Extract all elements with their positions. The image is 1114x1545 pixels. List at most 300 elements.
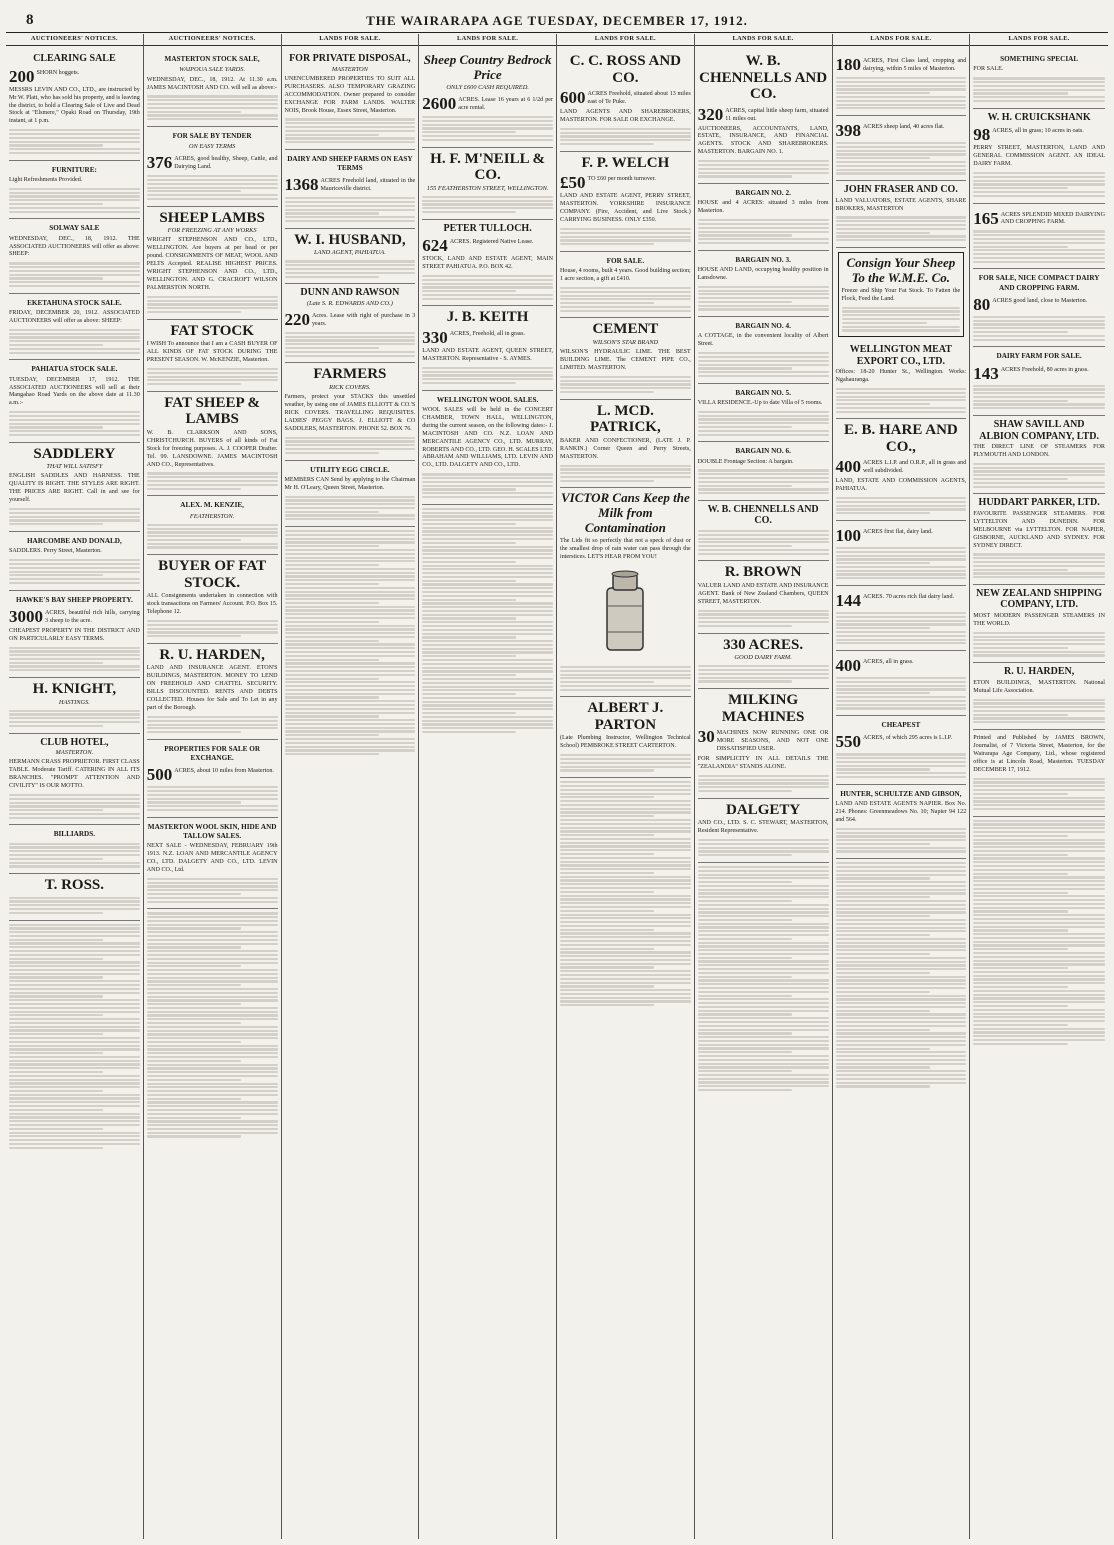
text-line	[422, 367, 553, 369]
text-line	[147, 539, 241, 541]
ad-heading: BARGAIN NO. 4.	[735, 322, 791, 331]
text-filler	[422, 196, 553, 213]
text-line	[973, 956, 1105, 958]
text-line	[698, 1044, 829, 1046]
text-line	[9, 965, 140, 967]
text-line	[9, 969, 140, 971]
text-line	[698, 979, 829, 981]
property-lot	[147, 766, 278, 783]
text-filler	[560, 376, 691, 393]
text-line	[147, 950, 278, 952]
advertisement	[973, 204, 1105, 270]
text-line	[560, 472, 691, 474]
text-line	[836, 1006, 967, 1008]
ad-heading: JOHN FRASER AND CO.	[843, 184, 958, 196]
text-line	[836, 885, 967, 887]
column-header: LANDS FOR SALE.	[419, 34, 556, 46]
ad-body: Farmers, protect your STACKS this unsettled weather, by using one of JAMES ELLIOTT & CO.'S RICK COVERS. TRAVELLING REQUISITES. LADIES' PEGGY BAGS. J. ELLIOTT & CO SADDLERS, MASTERTON. PHONE 52. BOX 76.	[284, 393, 416, 432]
text-line	[422, 655, 516, 657]
text-line	[836, 1070, 967, 1072]
text-line	[9, 266, 140, 268]
text-line	[836, 688, 967, 690]
text-line	[9, 516, 140, 518]
text-line	[560, 966, 654, 968]
ad-body: W. B. CLARKSON AND SONS, CHRISTCHURCH. BUYERS of all kinds of Fat Stock for freezing purposes. A. J. COOPER Drafter. Tel. 99. LANSDOWNE. JAMES MACINTOSH AND CO., Representatives.	[146, 429, 278, 468]
text-line	[285, 134, 379, 136]
text-line	[698, 1036, 829, 1038]
ad-heading: BARGAIN NO. 5.	[735, 388, 791, 397]
text-line	[422, 701, 553, 703]
text-line	[973, 335, 1105, 337]
text-line	[422, 519, 553, 521]
text-line	[560, 476, 691, 478]
text-line	[285, 696, 379, 698]
text-line	[836, 681, 967, 683]
text-line	[560, 974, 691, 976]
text-line	[9, 152, 140, 154]
advertisement	[422, 391, 553, 505]
text-line	[973, 234, 1105, 236]
text-line	[560, 291, 691, 293]
text-line	[285, 564, 379, 566]
advertisement	[698, 384, 829, 443]
text-line	[147, 1124, 278, 1126]
text-line	[560, 128, 691, 130]
text-line	[285, 499, 416, 501]
text-line	[147, 631, 278, 633]
text-line	[836, 930, 967, 932]
text-line	[422, 286, 553, 288]
text-line	[973, 899, 1105, 901]
ad-subheading: GOOD DAIRY FARM.	[734, 654, 792, 662]
property-lot	[560, 174, 691, 191]
text-line	[147, 1018, 278, 1020]
text-line	[147, 920, 278, 922]
text-line	[285, 613, 416, 615]
text-line	[147, 190, 241, 192]
property-lot	[422, 329, 553, 346]
ad-body: SADDLERS. Perry Street, Masterton.	[9, 548, 102, 555]
text-line	[698, 843, 829, 845]
text-line	[147, 927, 241, 929]
text-line	[560, 887, 691, 889]
text-line	[836, 772, 967, 774]
text-line	[285, 260, 416, 262]
advertisement	[698, 689, 829, 799]
advertisement	[285, 363, 416, 460]
advertisement	[838, 252, 965, 337]
ad-heading: R. U. HARDEN,	[1003, 666, 1075, 678]
text-line	[973, 249, 1105, 251]
text-filler	[147, 878, 278, 903]
text-line	[842, 310, 961, 312]
ad-heading: DUNN AND RAWSON	[300, 287, 400, 299]
text-line	[836, 616, 967, 618]
text-line	[836, 512, 930, 514]
text-line	[836, 1002, 967, 1004]
text-line	[9, 1124, 140, 1126]
text-line	[698, 617, 829, 619]
text-filler	[9, 559, 140, 584]
text-line	[285, 640, 379, 642]
text-line	[9, 843, 140, 845]
text-line	[836, 88, 967, 90]
ad-heading: W. B. CHENNELLS AND CO.	[707, 503, 819, 527]
text-line	[9, 1075, 140, 1077]
text-line	[9, 1135, 140, 1137]
property-lot	[836, 458, 967, 476]
ad-body: DOUBLE Frontage Section: A bargain.	[697, 458, 794, 465]
lot-number: 98	[973, 125, 991, 145]
text-line	[698, 945, 829, 947]
property-lot	[9, 608, 140, 626]
text-line	[9, 1052, 103, 1054]
lot-description: ACRES, good healthy, Sheep, Cattle, and Dairying Land.	[174, 156, 278, 171]
text-line	[422, 583, 553, 585]
text-line	[836, 685, 967, 687]
text-line	[422, 530, 553, 532]
text-line	[422, 527, 553, 529]
text-line	[973, 948, 1068, 950]
property-lot	[836, 527, 967, 544]
advertisement	[698, 501, 829, 561]
text-line	[842, 329, 961, 331]
text-filler	[560, 754, 691, 771]
text-line	[422, 283, 553, 285]
property-lot	[836, 592, 967, 609]
text-filler	[973, 385, 1105, 410]
text-line	[285, 444, 416, 446]
text-line	[973, 861, 1105, 863]
text-line	[147, 1117, 241, 1119]
text-line	[836, 919, 967, 921]
text-line	[836, 1036, 967, 1038]
lot-description: TO £60 per month turnover.	[587, 176, 656, 183]
text-line	[147, 111, 241, 113]
text-line	[9, 1041, 140, 1043]
text-line	[973, 800, 1105, 802]
text-line	[422, 606, 553, 608]
text-line	[698, 1017, 829, 1019]
text-line	[698, 775, 829, 777]
property-lot	[9, 68, 140, 85]
text-line	[973, 971, 1105, 973]
text-line	[9, 854, 140, 856]
text-line	[836, 81, 967, 83]
text-line	[698, 290, 829, 292]
text-filler	[836, 497, 967, 514]
text-line	[422, 731, 516, 733]
text-line	[285, 659, 379, 661]
text-line	[836, 843, 930, 845]
text-line	[836, 953, 930, 955]
text-line	[9, 1071, 103, 1073]
text-line	[147, 1037, 278, 1039]
text-line	[836, 696, 967, 698]
text-line	[9, 995, 103, 997]
text-line	[147, 1132, 278, 1134]
text-line	[147, 1048, 278, 1050]
text-line	[973, 339, 1105, 341]
text-line	[560, 376, 691, 378]
text-line	[9, 415, 140, 417]
text-line	[560, 944, 691, 946]
property-lot	[285, 176, 416, 194]
ad-subheading: MASTERTON	[331, 65, 368, 73]
text-filler	[147, 175, 278, 200]
text-line	[698, 492, 829, 494]
text-line	[560, 132, 691, 134]
ad-heading: 330 ACRES.	[723, 636, 804, 653]
text-line	[836, 403, 930, 405]
ad-heading: DALGETY	[726, 801, 801, 818]
text-line	[9, 1147, 103, 1149]
text-line	[560, 963, 691, 965]
text-line	[698, 987, 829, 989]
text-line	[422, 667, 553, 669]
ad-body: HOUSE AND LAND, occupying healthy position in Lansdowne.	[697, 266, 829, 281]
text-line	[836, 761, 967, 763]
lot-number: 600	[560, 88, 586, 108]
ad-body: WRIGHT STEPHENSON AND CO., LTD., WELLINGTON. Are buyers at per head or per pound. CONSIGNMENTS OF MEAT, WOOL AND PELTS Accepted. REALISE HIGHEST PRICES. WRIGHT STEPHENSON AND CO., LTD., WELLINGTON. AND G. CRACROFT WILSON PALMERSTON NORTH.	[146, 237, 278, 291]
text-line	[422, 625, 553, 627]
text-line	[422, 686, 553, 688]
text-filler	[147, 296, 278, 313]
text-line	[422, 485, 553, 487]
ad-subheading: ONLY £600 CASH REQUIRED.	[446, 84, 529, 92]
text-filler	[9, 329, 140, 354]
ad-heading: CLUB HOTEL,	[40, 736, 109, 748]
ad-body: BAKER AND CONFECTIONER, (LATE J. P. RANKIN.) Corner Queen and Perry Streets, MASTERTON.	[560, 437, 691, 460]
text-line	[560, 872, 654, 874]
advertisement	[422, 148, 553, 220]
text-line	[9, 1082, 140, 1084]
text-line	[147, 1083, 278, 1085]
text-line	[9, 984, 140, 986]
lot-description: ACRES, capital little sheep farm, situated 11 miles out.	[725, 107, 829, 122]
lot-number: 330	[422, 327, 448, 347]
text-line	[422, 496, 553, 498]
text-line	[698, 1029, 829, 1031]
text-line	[285, 715, 379, 717]
text-line	[147, 882, 278, 884]
text-line	[9, 1037, 140, 1039]
text-line	[285, 440, 416, 442]
advertisement	[422, 50, 553, 147]
text-line	[147, 1067, 278, 1069]
text-line	[422, 659, 553, 661]
text-line	[9, 419, 140, 421]
ad-heading: ALBERT J. PARTON	[587, 700, 664, 733]
text-filler	[698, 665, 829, 682]
ad-heading: DAIRY AND SHEEP FARMS ON EASY TERMS	[287, 154, 413, 173]
text-line	[698, 877, 829, 879]
text-line	[147, 1011, 278, 1013]
text-line	[560, 143, 654, 145]
text-line	[285, 651, 416, 653]
text-filler	[698, 610, 829, 627]
text-filler	[698, 469, 829, 494]
property-lot	[973, 210, 1105, 228]
advertisement	[9, 678, 140, 734]
lot-description: SHORN hoggets.	[36, 69, 80, 76]
text-line	[698, 434, 829, 436]
text-line	[973, 77, 1105, 79]
text-line	[836, 677, 967, 679]
text-line	[973, 557, 1105, 559]
ad-heading: CLEARING SALE	[33, 53, 116, 65]
text-line	[422, 621, 553, 623]
text-line	[560, 876, 691, 878]
text-line	[973, 323, 1105, 325]
text-line	[285, 636, 416, 638]
text-filler	[973, 553, 1105, 578]
text-line	[9, 1105, 140, 1107]
text-line	[836, 938, 967, 940]
text-filler	[422, 116, 553, 141]
text-line	[9, 865, 140, 867]
text-line	[973, 831, 1105, 833]
ad-body: Offices: 18-20 Hunter St., Wellington. Works: Ngahauranga.	[835, 369, 967, 384]
text-line	[836, 388, 967, 390]
text-line	[836, 107, 967, 109]
text-line	[285, 264, 416, 266]
text-line	[422, 591, 553, 593]
text-line	[560, 830, 691, 832]
text-line	[147, 1052, 278, 1054]
text-filler	[285, 496, 416, 521]
text-line	[973, 187, 1068, 189]
text-line	[560, 391, 654, 393]
text-line	[836, 862, 967, 864]
text-line	[973, 714, 1068, 716]
text-filler	[9, 897, 140, 914]
text-line	[836, 547, 967, 549]
text-line	[285, 602, 379, 604]
text-line	[836, 828, 967, 830]
text-line	[973, 823, 1105, 825]
text-line	[422, 512, 553, 514]
advertisement	[560, 400, 691, 489]
text-line	[285, 742, 416, 744]
text-line	[698, 957, 792, 959]
column-header: AUCTIONEERS' NOTICES.	[144, 34, 281, 46]
text-line	[422, 712, 516, 714]
ad-body: LAND AND ESTATE AGENT, PERRY STREET, MASTERTON. YORKSHIRE INSURANCE COMPANY. (Fire, Accident, and Live Stock.) CARRYING BUSINESS. ONLY £350.	[560, 193, 691, 224]
text-line	[836, 399, 967, 401]
text-line	[973, 172, 1105, 174]
text-line	[698, 538, 829, 540]
text-line	[560, 845, 691, 847]
text-line	[560, 891, 654, 893]
text-line	[147, 99, 278, 101]
text-line	[147, 731, 241, 733]
text-line	[9, 192, 140, 194]
text-line	[9, 912, 103, 914]
text-line	[147, 488, 241, 490]
text-line	[698, 473, 829, 475]
ad-body: FRIDAY, DECEMBER 20, 1912. ASSOCIATED AUCTIONEERS will offer as above: SHEEP:	[9, 310, 140, 324]
text-line	[147, 307, 278, 309]
text-filler	[147, 620, 278, 637]
text-line	[973, 994, 1105, 996]
text-line	[836, 1048, 930, 1050]
text-line	[836, 551, 967, 553]
text-line	[973, 1016, 1105, 1018]
text-line	[9, 423, 140, 425]
ad-heading: EKETAHUNA STOCK SALE.	[27, 298, 122, 307]
text-line	[147, 912, 278, 914]
ad-heading: CHEAPEST	[881, 721, 921, 730]
text-filler	[147, 524, 278, 549]
advertisement	[973, 663, 1105, 730]
text-line	[973, 92, 1068, 94]
text-line	[973, 854, 1068, 856]
text-line	[842, 326, 961, 328]
text-line	[698, 1010, 829, 1012]
text-line	[147, 786, 278, 788]
lot-description: ACRES Freehold land, situated in the Mauriceville district.	[320, 178, 416, 193]
text-line	[9, 717, 140, 719]
text-line	[147, 727, 278, 729]
text-line	[973, 478, 1068, 480]
text-line	[973, 960, 1105, 962]
text-line	[698, 545, 792, 547]
text-line	[285, 628, 416, 630]
text-line	[973, 470, 1105, 472]
lot-description: ACRES Freehold, 80 acres in grass.	[1000, 366, 1089, 373]
text-line	[973, 253, 1105, 255]
text-line	[9, 900, 140, 902]
lot-description: ACRES. 70 acres rich flat dairy land.	[863, 594, 955, 601]
ad-subheading: (Late S. R. EDWARDS AND CO.)	[306, 299, 393, 307]
text-line	[9, 802, 140, 804]
text-line	[836, 976, 967, 978]
text-filler	[973, 778, 1105, 810]
ad-body: VALUER LAND AND ESTATE AND INSURANCE AGENT. Bank of New Zealand Chambers, QUEEN STREET, MASTERTON.	[697, 582, 829, 605]
text-line	[698, 847, 829, 849]
text-line	[147, 1086, 278, 1088]
text-line	[285, 655, 416, 657]
ad-heading: R. U. HARDEN,	[159, 646, 265, 663]
lot-description: ACRES SPLENDID MIXED DAIRYING AND CROPPING FARM.	[1000, 211, 1105, 226]
text-line	[836, 896, 930, 898]
text-line	[285, 336, 416, 338]
ad-heading: MILKING MACHINES	[721, 692, 805, 725]
text-line	[422, 120, 553, 122]
text-line	[285, 617, 416, 619]
text-line	[836, 1013, 967, 1015]
text-line	[698, 786, 829, 788]
text-line	[422, 515, 553, 517]
text-line	[698, 541, 829, 543]
ad-body: House, 4 rooms, built 4 years. Good building section; 1 acre section, a gift at £410.	[560, 268, 691, 283]
text-line	[698, 839, 829, 841]
text-line	[147, 103, 278, 105]
text-line	[973, 820, 1105, 822]
text-line	[285, 662, 416, 664]
text-line	[973, 636, 1105, 638]
text-line	[698, 234, 792, 236]
text-line	[9, 710, 140, 712]
text-line	[836, 169, 967, 171]
text-line	[698, 968, 829, 970]
text-line	[147, 724, 278, 726]
column-1	[6, 34, 144, 1539]
text-line	[836, 146, 967, 148]
text-filler	[147, 786, 278, 811]
lot-description: ACRES good land, close to Masterton.	[992, 297, 1088, 304]
